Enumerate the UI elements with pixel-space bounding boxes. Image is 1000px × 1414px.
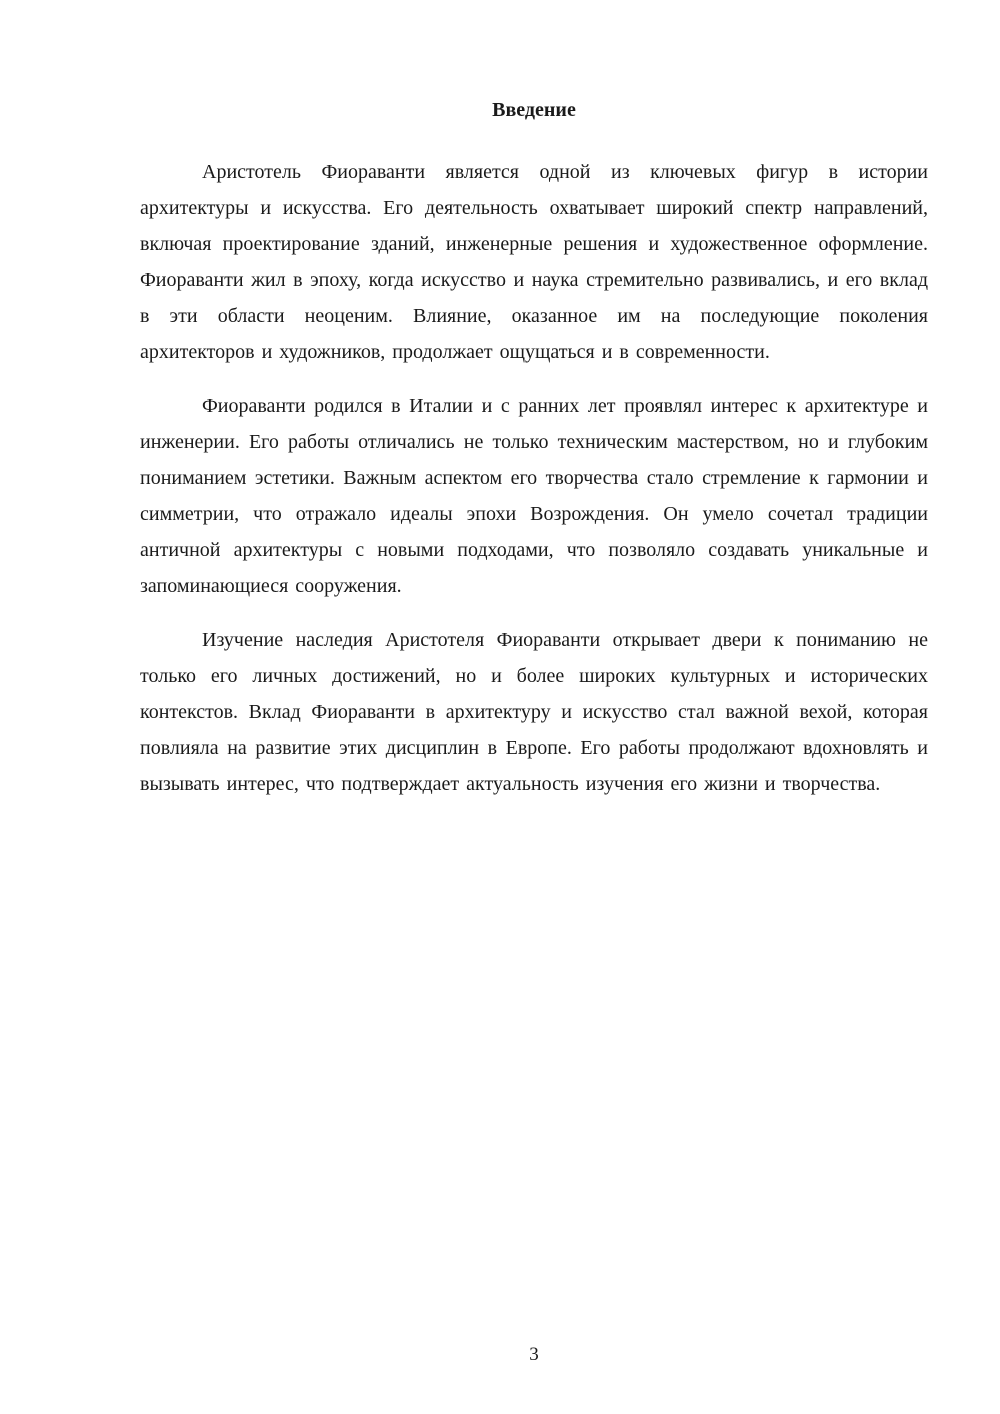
page-title: Введение (492, 99, 576, 121)
paragraph-3: Изучение наследия Аристотеля Фиораванти открывает двери к пониманию не только его личных достижений, но и более широких культурных и исторических контекстов. Вклад Фиораванти в архитектуру и искусство стал важной вехой, которая повлияла на развитие этих дисциплин в Европе. Его работы продолжают вдохновлять и вызывать интерес, что подтверждает актуальность изучения его жизни и творчества. (140, 629, 928, 795)
paragraph-2: Фиораванти родился в Италии и с ранних лет проявлял интерес к архитектуре и инженерии. Его работы отличались не только техническим мастерством, но и глубоким пониманием эстетики. Важным аспектом его творчества стало стремление к гармонии и симметрии, что отражало идеалы эпохи Возрождения. Он умело сочетал традиции античной архитектуры с новыми подходами, что позволяло создавать уникальные и запоминающиеся сооружения. (140, 395, 928, 597)
page-number: 3 (529, 1344, 539, 1365)
paragraph-1: Аристотель Фиораванти является одной из ключевых фигур в истории архитектуры и искусства. Его деятельность охватывает широкий спектр направлений, включая проектирование зданий, инженерные решения и художественное оформление. Фиораванти жил в эпоху, когда искусство и наука стремительно развивались, и его вклад в эти области неоценим. Влияние, оказанное им на последующие поколения архитекторов и художников, продолжает ощущаться и в современности. (140, 161, 928, 363)
